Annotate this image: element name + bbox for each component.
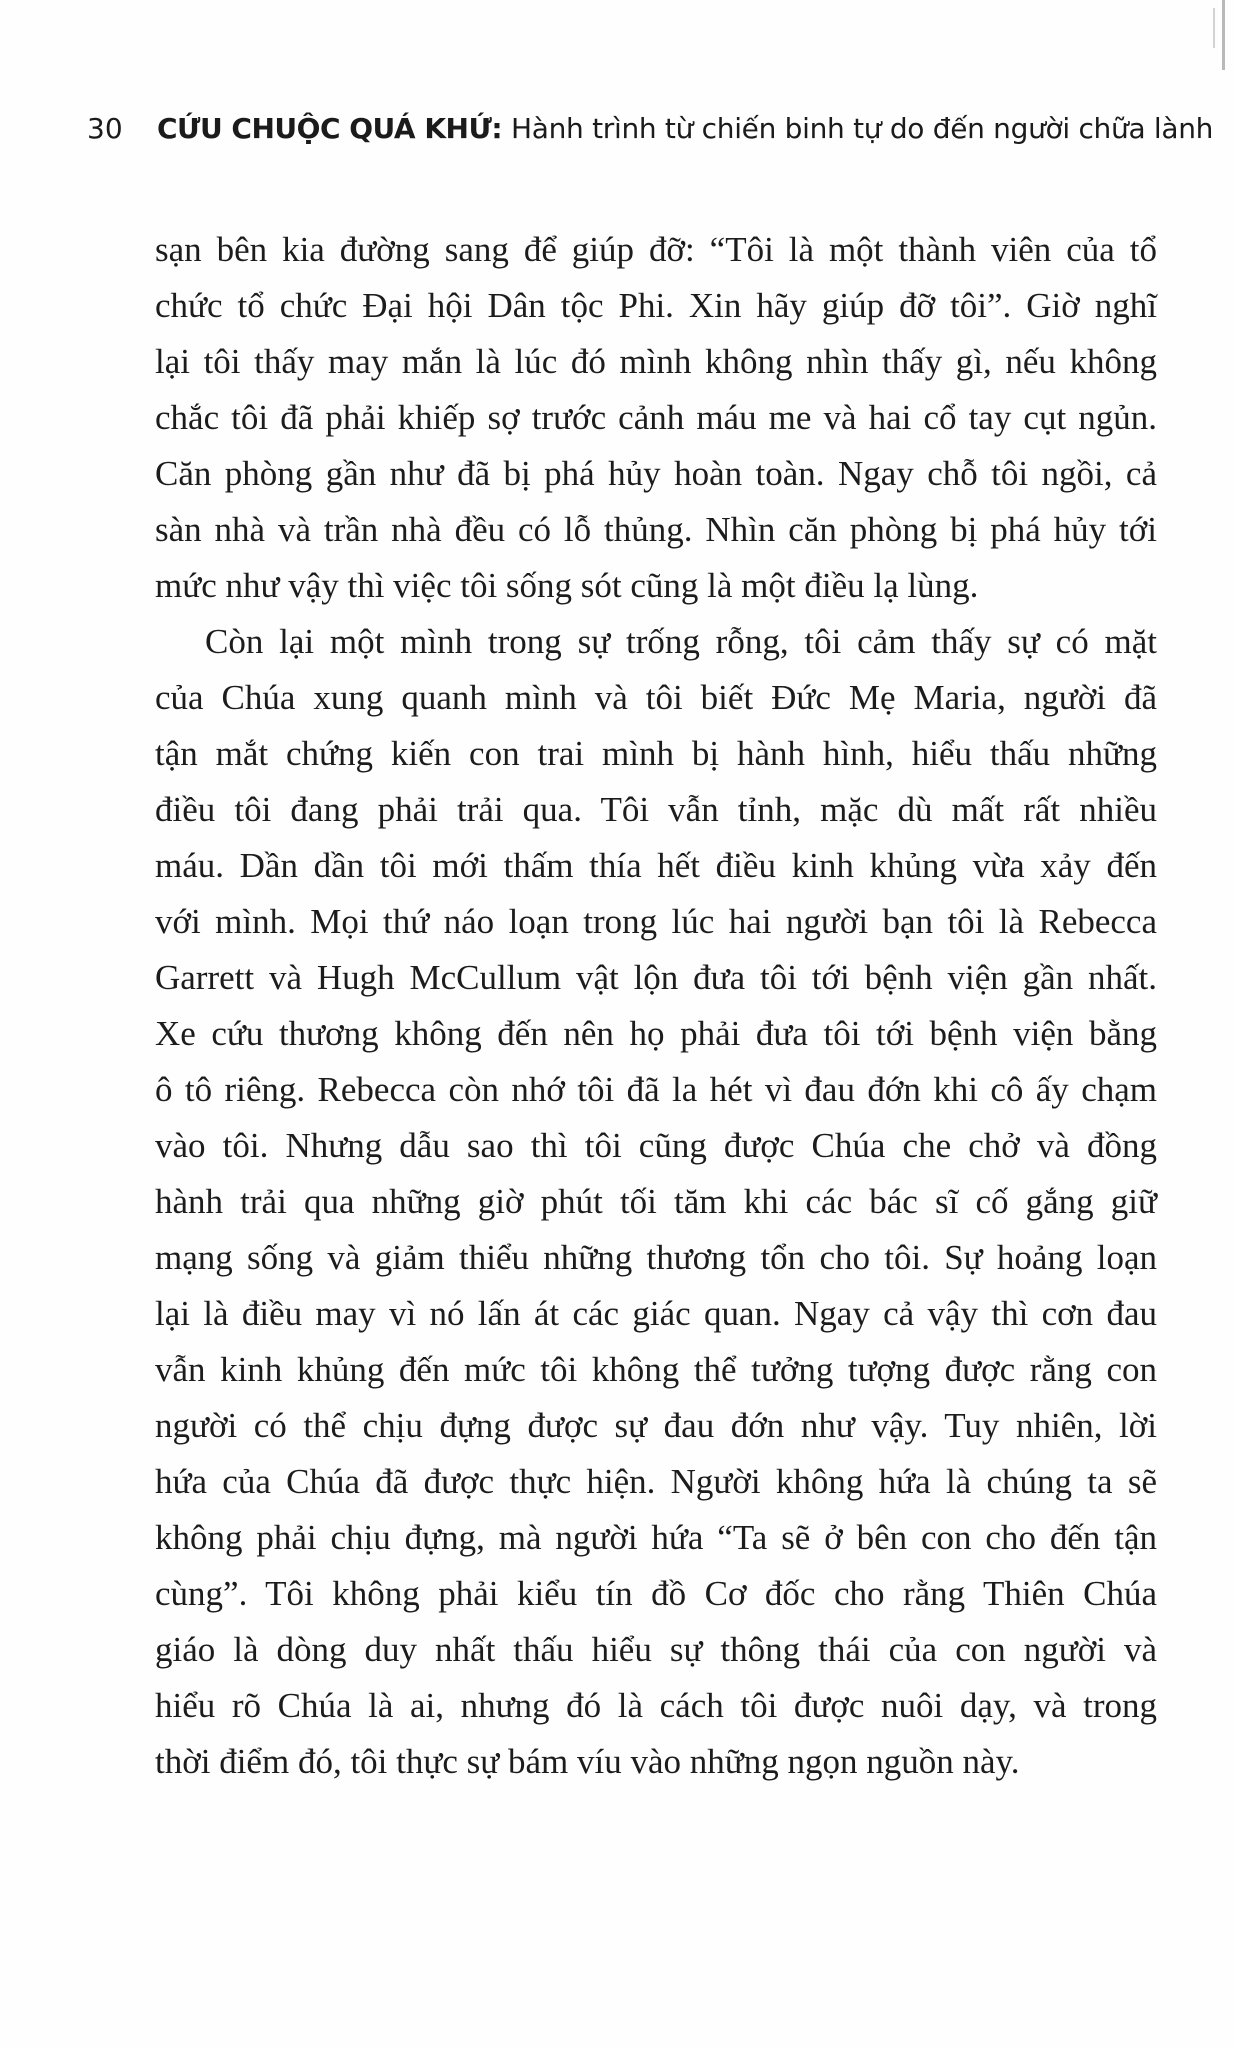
text-line: máu. Dần dần tôi mới thấm thía hết điều kinh khủng vừa xảy đến [155, 846, 1157, 885]
text-line: giáo là dòng duy nhất thấu hiểu sự thông thái của con người và [155, 1630, 1157, 1669]
text-line: Xe cứu thương không đến nên họ phải đưa tôi tới bệnh viện bằng [155, 1014, 1157, 1053]
page-edge-mark [1222, 0, 1225, 70]
text-line: cùng”. Tôi không phải kiểu tín đồ Cơ đốc cho rằng Thiên Chúa [155, 1574, 1157, 1613]
page-edge-shadow [1213, 8, 1215, 48]
text-line: hứa của Chúa đã được thực hiện. Người không hứa là chúng ta sẽ [155, 1462, 1157, 1501]
text-line: của Chúa xung quanh mình và tôi biết Đức Mẹ Maria, người đã [155, 678, 1157, 717]
text-line: thời điểm đó, tôi thực sự bám víu vào những ngọn nguồn này. [155, 1742, 1020, 1781]
paragraph-1 [155, 222, 1157, 614]
text-line: không phải chịu đựng, mà người hứa “Ta sẽ ở bên con cho đến tận [155, 1518, 1157, 1557]
text-line: chắc tôi đã phải khiếp sợ trước cảnh máu me và hai cổ tay cụt ngủn. [155, 398, 1157, 437]
text-line: vẫn kinh khủng đến mức tôi không thể tưởng tượng được rằng con [155, 1350, 1157, 1389]
text-line: hiểu rõ Chúa là ai, nhưng đó là cách tôi được nuôi dạy, và trong [155, 1686, 1157, 1725]
text-line: điều tôi đang phải trải qua. Tôi vẫn tỉnh, mặc dù mất rất nhiều [155, 790, 1157, 829]
page-number: 30 [87, 112, 123, 145]
text-line: Căn phòng gần như đã bị phá hủy hoàn toàn. Ngay chỗ tôi ngồi, cả [155, 454, 1157, 493]
text-line: sàn nhà và trần nhà đều có lỗ thủng. Nhìn căn phòng bị phá hủy tới [155, 510, 1157, 549]
text-line: lại tôi thấy may mắn là lúc đó mình không nhìn thấy gì, nếu không [155, 342, 1157, 381]
text-line: mạng sống và giảm thiểu những thương tổn cho tôi. Sự hoảng loạn [155, 1238, 1157, 1277]
text-line: ô tô riêng. Rebecca còn nhớ tôi đã la hét vì đau đớn khi cô ấy chạm [155, 1070, 1157, 1109]
paragraph-2 [155, 614, 1157, 1790]
running-header [87, 106, 1214, 152]
book-subtitle: Hành trình từ chiến binh tự do đến người chữa lành [510, 112, 1214, 145]
text-line: Garrett và Hugh McCullum vật lộn đưa tôi tới bệnh viện gần nhất. [155, 958, 1157, 997]
text-line: sạn bên kia đường sang để giúp đỡ: “Tôi là một thành viên của tổ [155, 230, 1157, 269]
body-text [155, 222, 1157, 1790]
text-line: mức như vậy thì việc tôi sống sót cũng là một điều lạ lùng. [155, 566, 979, 605]
text-line: hành trải qua những giờ phút tối tăm khi các bác sĩ cố gắng giữ [155, 1182, 1157, 1221]
text-line: người có thể chịu đựng được sự đau đớn như vậy. Tuy nhiên, lời [155, 1406, 1157, 1445]
book-title: CỨU CHUỘC QUÁ KHỨ: [157, 112, 503, 145]
text-line: chức tổ chức Đại hội Dân tộc Phi. Xin hãy giúp đỡ tôi”. Giờ nghĩ [155, 286, 1157, 325]
text-line: vào tôi. Nhưng dẫu sao thì tôi cũng được Chúa che chở và đồng [155, 1126, 1157, 1165]
text-line: tận mắt chứng kiến con trai mình bị hành hình, hiểu thấu những [155, 734, 1157, 773]
text-line: với mình. Mọi thứ náo loạn trong lúc hai người bạn tôi là Rebecca [155, 902, 1157, 941]
text-line: lại là điều may vì nó lấn át các giác quan. Ngay cả vậy thì cơn đau [155, 1294, 1157, 1333]
text-line: Còn lại một mình trong sự trống rỗng, tôi cảm thấy sự có mặt [205, 622, 1157, 661]
